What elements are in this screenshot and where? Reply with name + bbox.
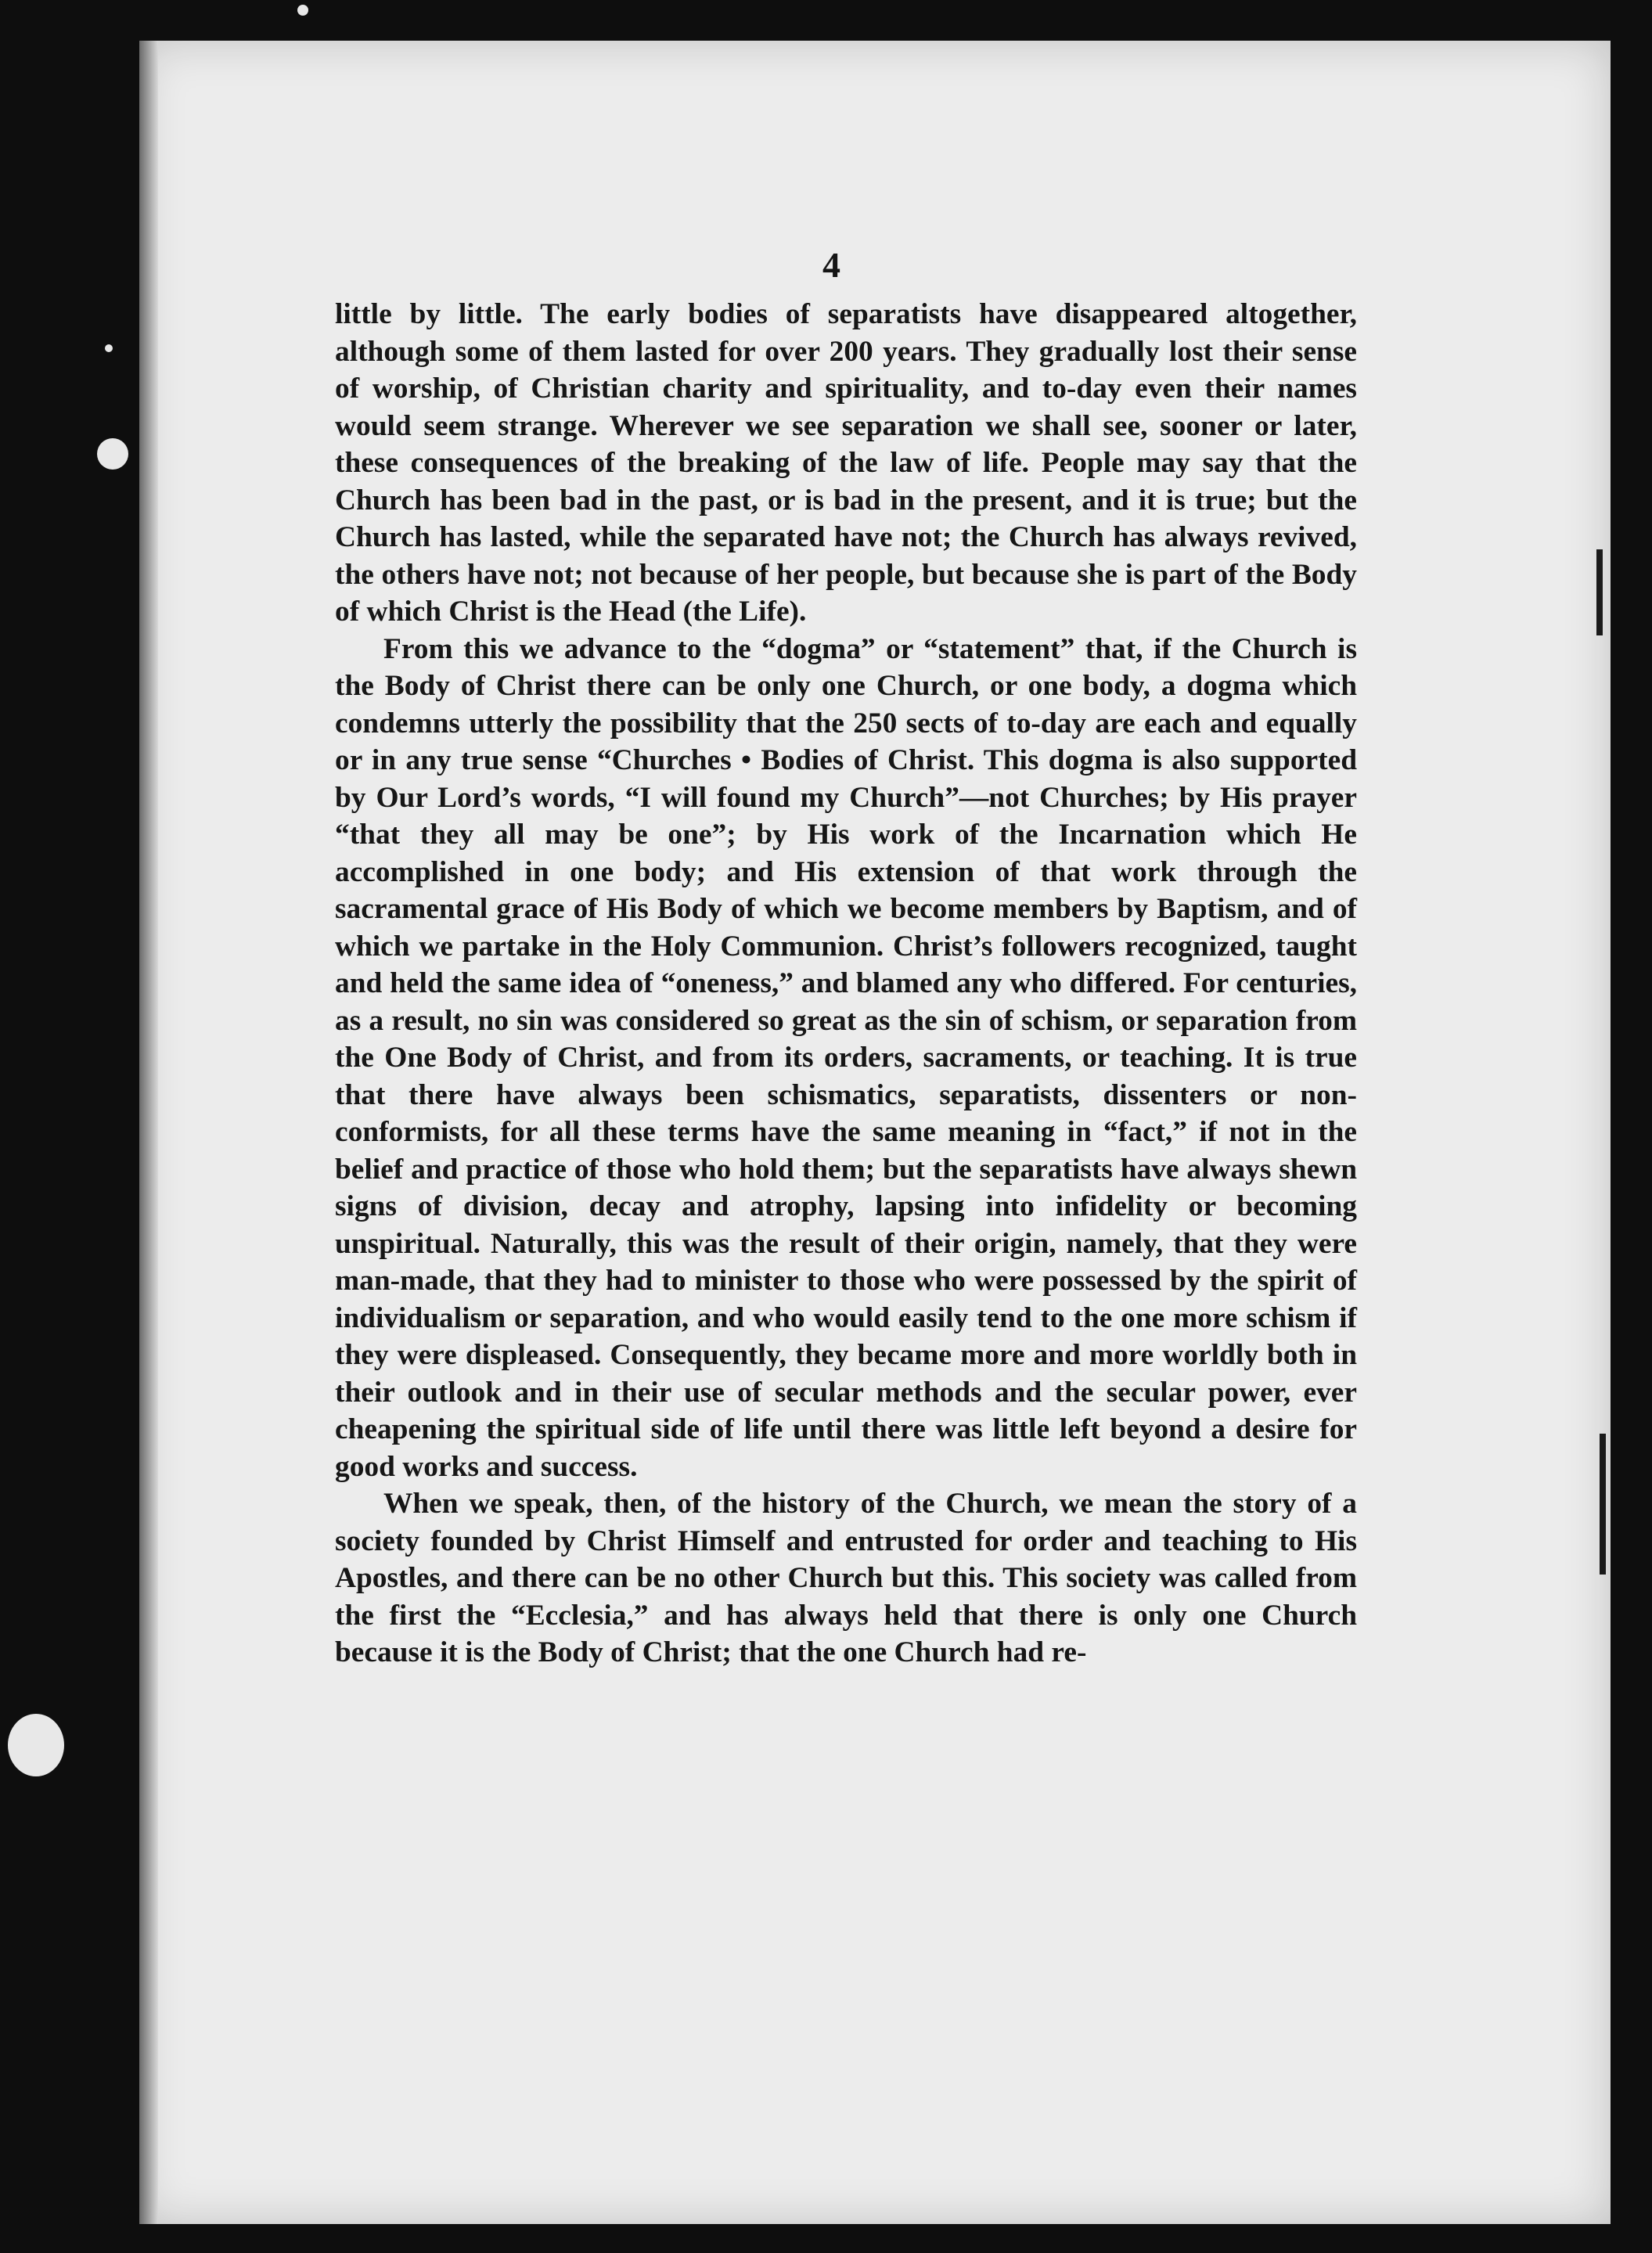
- scan-speck: [8, 1714, 64, 1776]
- page-number: 4: [822, 245, 840, 285]
- scan-speck: [97, 438, 128, 470]
- scan-speck: [105, 344, 113, 352]
- paragraph-2: From this we advance to the “dogma” or “statement” that, if the Church is the Body of Christ there can be only one Church, or one body, a dogma which condemns utterly the possibility that the 250 sects of to-day are each and equally or in any true sense “Churches • Bodies of Christ. This dogma is also supported by Our Lord’s words, “I will found my Church”—not Churches; by His prayer “that they all may be one”; by His work of the Incarnation which He accomplished in one body; and His extension of that work through the sacramental grace of His Body of which we become members by Baptism, and of which we partake in the Holy Communion. Christ’s followers recognized, taught and held the same idea of “oneness,” and blamed any who differed. For centuries, as a result, no sin was considered so great as the sin of schism, or separation from the One Body of Christ, and from its orders, sacraments, or teaching. It is true that there have always been schismatics, separatists, dissenters or non-conformists, for all these terms have the same meaning in “fact,” if not in the belief and practice of those who hold them; but the separatists have always shewn signs of division, decay and atrophy, lapsing into infidelity or becoming unspiritual. Naturally, this was the result of their origin, namely, that they were man-made, that they had to minister to those who were possessed by the spirit of individualism or separation, and who would easily tend to the one more schism if they were displeased. Consequently, they became more and more worldly both in their outlook and in their use of secular methods and the secular power, ever cheapening the spiritual side of life until there was little left beyond a desire for good works and success.: [335, 632, 1357, 1483]
- paragraph-3: When we speak, then, of the history of the Church, we mean the story of a society founded by Christ Himself and entrusted for order and teaching to His Apostles, and there can be no other Church but this. This society was called from the first the “Ecclesia,” and has always held that there is only one Church because it is the Body of Christ; that the one Church had re-: [335, 1488, 1357, 1668]
- body-text: [335, 296, 1357, 1672]
- paragraph-1: little by little. The early bodies of separatists have disappeared altogether, although some of them lasted for over 200 years. They gradually lost their sense of worship, of Christian charity and spirituality, and to-day even their names would seem strange. Wherever we see separation we shall see, sooner or later, these consequences of the breaking of the law of life. People may say that the Church has been bad in the past, or is bad in the present, and it is true; but the Church has lasted, while the separated have not; the Church has always revived, the others have not; not because of her people, but because she is part of the Body of which Christ is the Head (the Life).: [335, 298, 1357, 628]
- page-binding-edge: [139, 41, 158, 2224]
- scan-speck: [297, 5, 308, 16]
- margin-mark: [1600, 1434, 1606, 1575]
- margin-mark: [1596, 549, 1603, 635]
